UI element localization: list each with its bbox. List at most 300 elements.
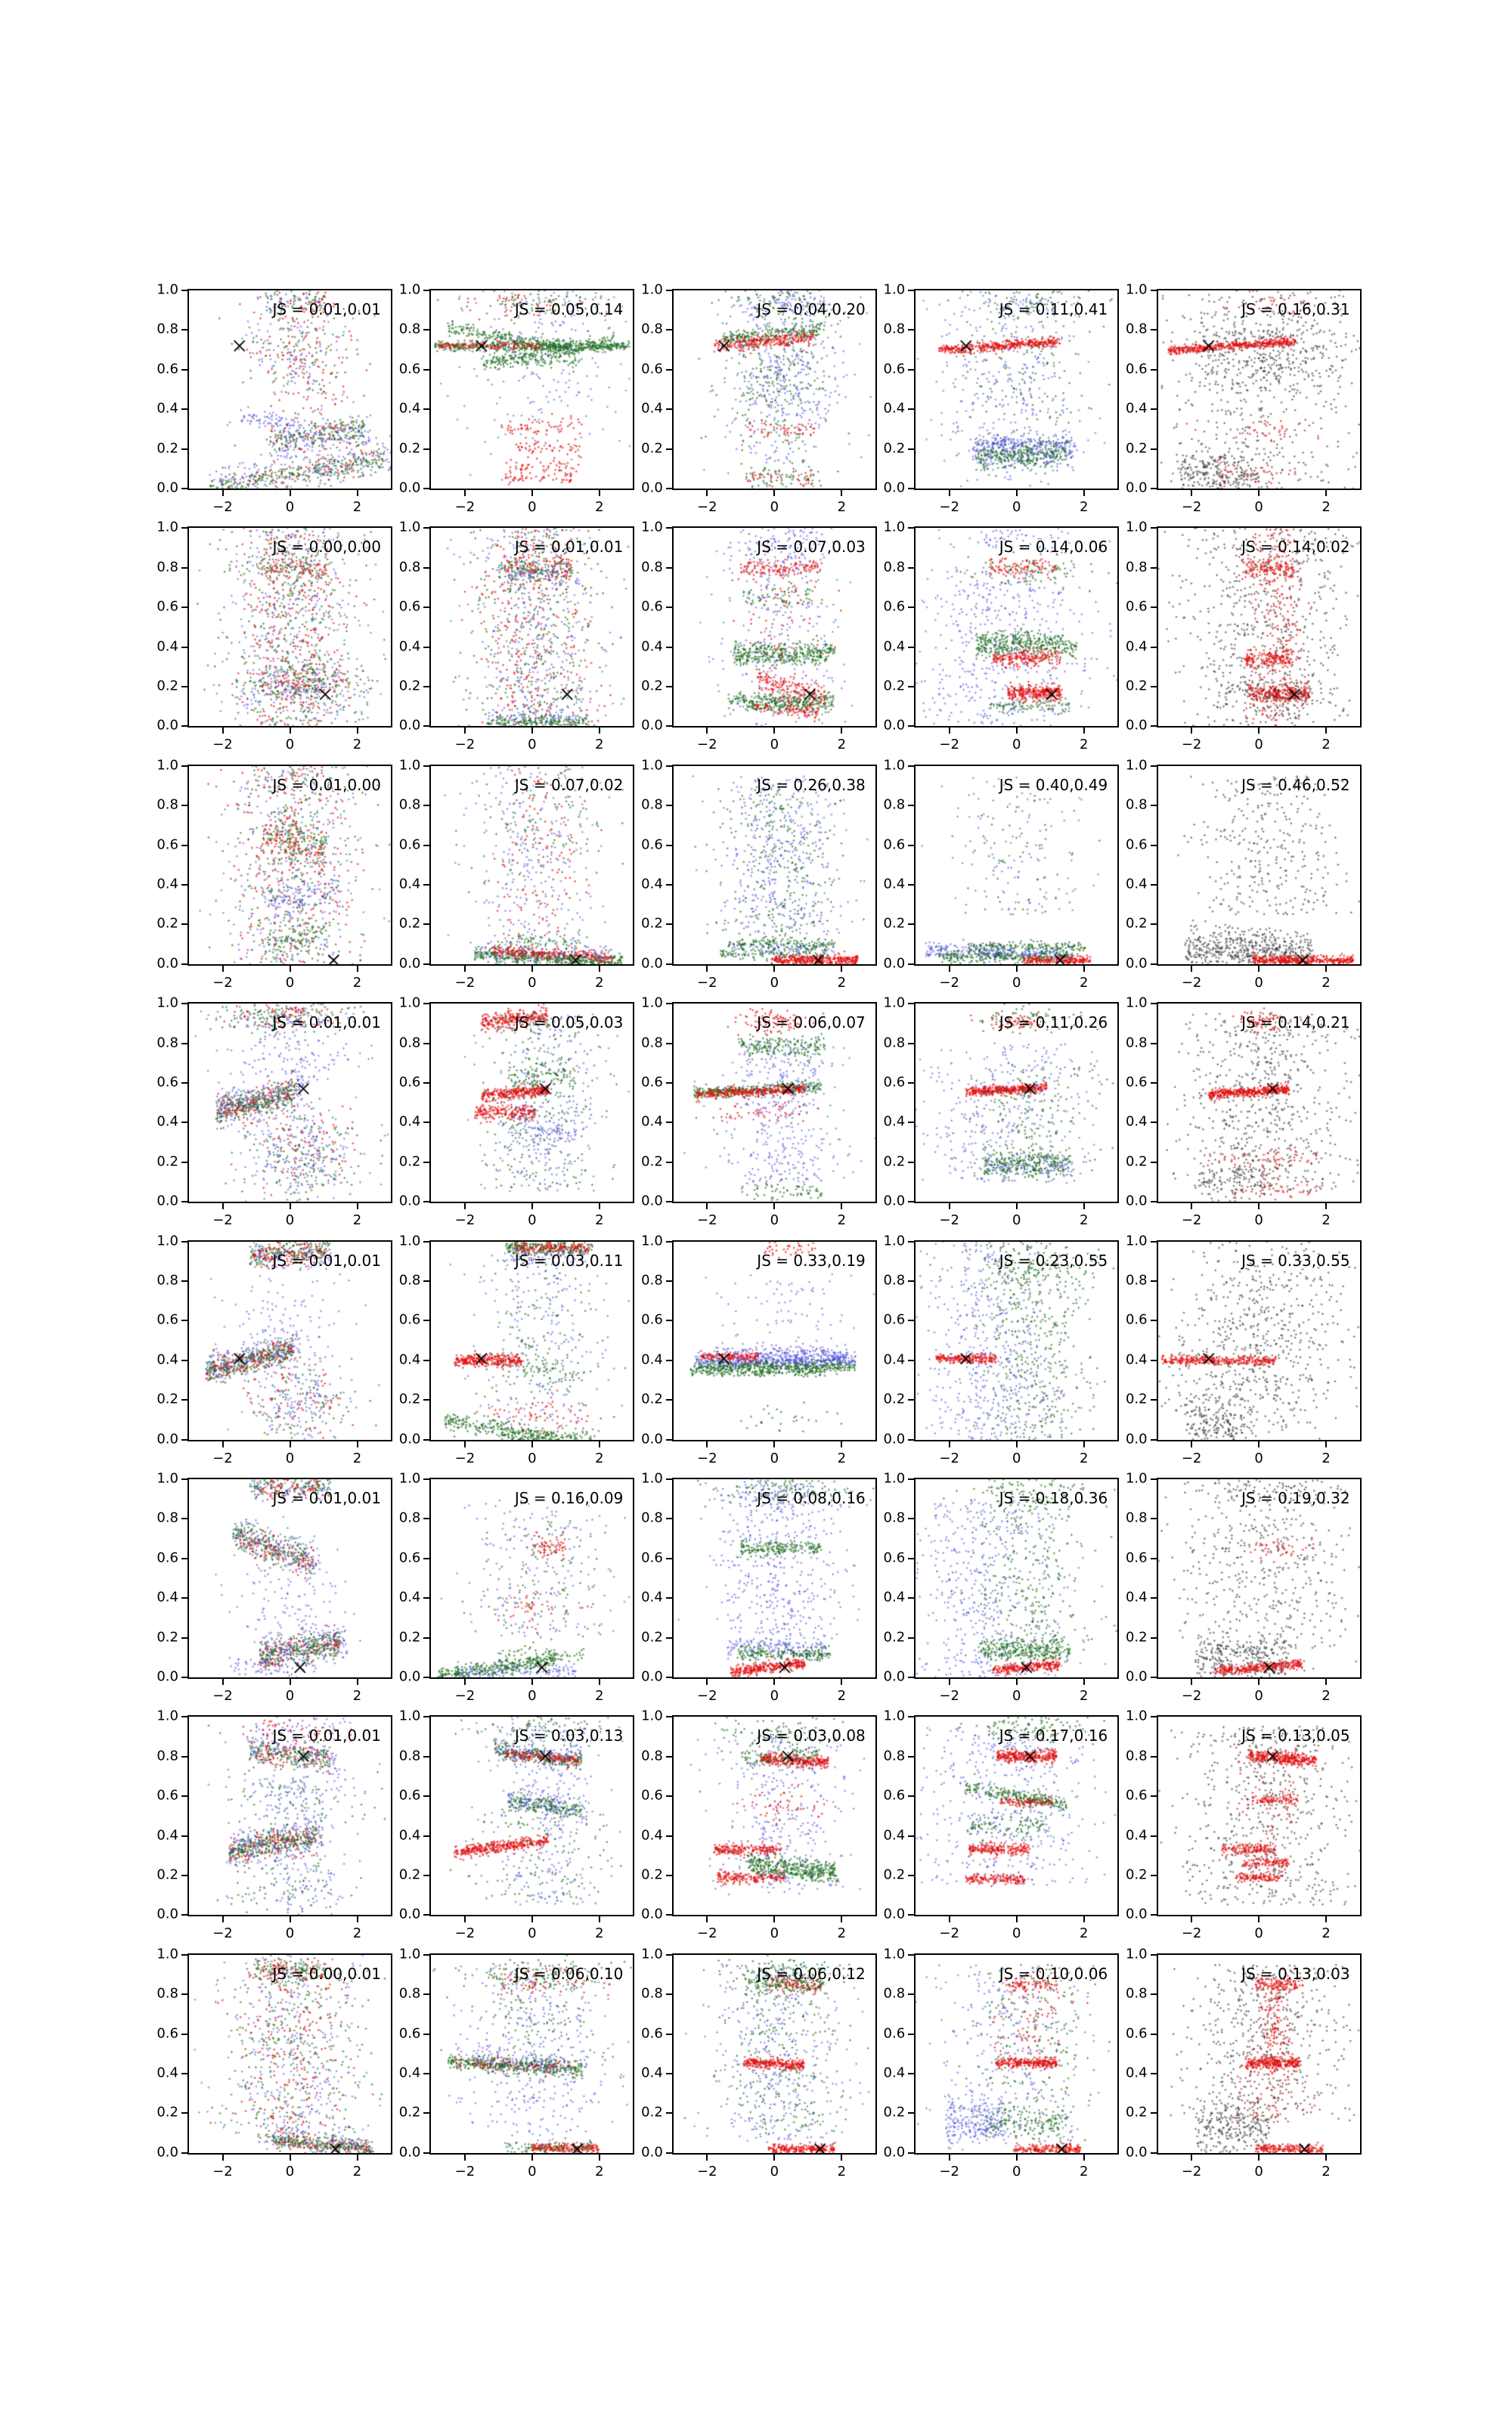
y-axis-tick [423,923,429,925]
x-tick-label: 0 [285,974,295,991]
x-tick-label: 0 [770,1212,779,1229]
x-axis-tick [773,728,775,734]
y-axis-tick [181,1043,187,1044]
x-tick-label: 0 [770,1688,779,1704]
x-axis-tick [531,490,533,496]
y-axis-tick [1151,1716,1157,1717]
y-axis-tick [423,725,429,727]
scatter-canvas [189,1955,391,2153]
x-tick-label: −2 [454,1212,476,1229]
y-axis-tick [908,1201,914,1202]
y-tick-label: 1.0 [1125,1233,1148,1249]
y-tick-label: 0.2 [641,678,663,694]
x-tick-label: −2 [939,737,959,753]
y-axis-tick [181,1082,187,1084]
y-axis-tick [181,2112,187,2114]
y-tick-label: 0.6 [883,361,906,377]
y-axis-tick [181,1756,187,1758]
y-tick-label: 0.6 [883,836,906,853]
js-divergence-label: JS = 0.19,0.32 [1241,1489,1350,1507]
x-axis-tick [949,2155,950,2161]
x-axis-tick [357,1916,358,1922]
x-axis-tick [357,1441,358,1447]
x-tick-label: 2 [1321,499,1331,515]
x-tick-label: 2 [595,974,604,991]
y-axis-tick [181,1518,187,1519]
x-tick-label: −2 [1181,1688,1202,1704]
x-axis-tick [706,490,708,496]
y-tick-label: 1.0 [1125,757,1148,774]
y-tick-label: 1.0 [883,281,906,298]
y-tick-label: 0.0 [1125,955,1148,972]
scatter-canvas [674,1242,875,1440]
y-axis-tick [1151,845,1157,846]
x-axis-tick [464,966,466,972]
x-axis-tick [290,966,291,972]
scatter-panel-r1c3 [641,281,875,515]
y-tick-label: 1.0 [398,1233,421,1249]
x-axis-tick [1016,1679,1018,1685]
x-axis-tick [1258,1203,1259,1209]
y-tick-label: 1.0 [641,519,663,535]
y-axis-tick [181,408,187,410]
y-axis-tick [666,686,672,687]
x-tick-label: 2 [1079,2163,1089,2180]
scatter-panel-r8c2 [398,1946,633,2180]
y-tick-label: 0.6 [1125,361,1148,377]
x-axis-tick [1191,1203,1192,1209]
y-axis-tick [908,1993,914,1995]
x-tick-label: 2 [352,2163,362,2180]
y-tick-label: 0.8 [398,796,421,813]
x-axis-tick [949,728,950,734]
y-tick-label: 0.6 [156,1311,178,1328]
y-tick-label: 1.0 [641,1233,663,1249]
scatter-panel-r2c3 [641,519,875,753]
x-axis-tick [841,1203,842,1209]
y-tick-label: 0.4 [1125,1351,1148,1368]
x-axis-tick [222,1441,224,1447]
y-axis-tick [423,1162,429,1163]
scatter-panel-r5c1 [156,1233,391,1466]
y-tick-label: 1.0 [883,1708,906,1724]
x-tick-label: 0 [285,737,295,753]
x-axis-tick [1325,1679,1327,1685]
x-axis-tick [531,1203,533,1209]
y-axis-tick [908,923,914,925]
y-axis-tick [181,2073,187,2074]
x-tick-label: 2 [1079,1925,1089,1942]
y-axis-tick [908,1439,914,1441]
x-axis-tick [290,1441,291,1447]
y-axis-tick [1151,1677,1157,1678]
x-tick-label: 0 [770,737,779,753]
x-tick-label: 2 [1321,974,1331,991]
x-axis-tick [1325,728,1327,734]
x-tick-label: −2 [697,2163,717,2180]
y-tick-label: 0.8 [156,1985,178,2002]
y-axis-tick [1151,1082,1157,1084]
y-axis-tick [666,725,672,727]
y-tick-label: 0.6 [1125,1787,1148,1804]
y-tick-label: 0.4 [883,1827,906,1844]
scatter-canvas [431,1242,633,1440]
y-axis-tick [181,1360,187,1361]
x-tick-label: 0 [770,974,779,991]
y-tick-label: 0.8 [156,1272,178,1289]
y-tick-label: 0.2 [156,1153,178,1170]
y-tick-label: 0.4 [641,638,663,655]
x-axis-tick [290,2155,291,2161]
scatter-panel-r2c1 [156,519,391,753]
x-axis-tick [706,728,708,734]
scatter-canvas [916,766,1117,964]
y-axis-tick [1151,1043,1157,1044]
y-axis-tick [181,1439,187,1441]
y-axis-tick [666,1795,672,1797]
y-axis-tick [666,1478,672,1480]
x-axis-tick [773,1441,775,1447]
x-axis-tick [773,1203,775,1209]
scatter-panel-r7c4 [883,1708,1117,1942]
y-tick-label: 0.2 [883,1866,906,1883]
y-tick-label: 1.0 [156,1470,178,1487]
y-axis-tick [1151,884,1157,886]
y-tick-label: 0.6 [398,361,421,377]
y-axis-tick [1151,2152,1157,2154]
x-tick-label: 2 [837,737,847,753]
x-tick-label: 0 [1012,1925,1021,1942]
scatter-canvas [189,1004,391,1202]
scatter-panel-r3c2 [398,757,633,991]
x-axis-tick [599,1679,600,1685]
y-tick-label: 0.2 [156,1629,178,1646]
y-axis-tick [181,488,187,489]
scatter-canvas [916,1479,1117,1677]
x-tick-label: 0 [1012,1450,1021,1466]
y-axis-tick [181,607,187,608]
y-tick-label: 0.0 [641,717,663,734]
y-tick-label: 0.8 [883,1985,906,2002]
x-axis-tick [1191,1441,1192,1447]
y-tick-label: 0.8 [883,559,906,576]
y-tick-label: 0.0 [883,2144,906,2161]
js-divergence-label: JS = 0.01,0.01 [272,300,381,318]
y-tick-label: 1.0 [156,281,178,298]
scatter-panel-r3c4 [883,757,1117,991]
scatter-panel-r4c4 [883,994,1117,1229]
y-tick-label: 0.4 [1125,2065,1148,2081]
y-axis-tick [908,2152,914,2154]
scatter-panel-r5c5 [1125,1233,1360,1466]
y-tick-label: 0.6 [1125,598,1148,615]
y-tick-label: 0.6 [883,1074,906,1091]
y-tick-label: 0.2 [641,2104,663,2121]
y-axis-tick [181,1399,187,1401]
x-axis-tick [706,1916,708,1922]
y-tick-label: 0.0 [156,1193,178,1209]
y-axis-tick [666,1677,672,1678]
x-tick-label: 2 [1079,499,1089,515]
y-axis-tick [908,1478,914,1480]
x-tick-label: 0 [1254,2163,1263,2180]
scatter-canvas [431,1955,633,2153]
x-axis-tick [599,490,600,496]
y-axis-tick [181,805,187,806]
y-tick-label: 0.4 [398,1351,421,1368]
scatter-canvas [916,1242,1117,1440]
y-axis-tick [908,1914,914,1916]
y-axis-tick [423,1043,429,1044]
x-axis-tick [290,1916,291,1922]
scatter-canvas [916,290,1117,489]
y-axis-tick [423,448,429,450]
y-axis-tick [181,1122,187,1123]
scatter-canvas [674,1717,875,1915]
y-axis-tick [908,1875,914,1876]
scatter-canvas [1158,766,1360,964]
x-tick-label: 0 [770,499,779,515]
y-tick-label: 0.8 [1125,1509,1148,1526]
y-axis-tick [908,2112,914,2114]
y-axis-tick [423,527,429,529]
scatter-canvas [674,766,875,964]
y-axis-tick [423,329,429,330]
x-axis-tick [464,1203,466,1209]
y-axis-tick [666,884,672,886]
y-axis-tick [181,1280,187,1282]
x-tick-label: 2 [1321,2163,1331,2180]
x-tick-label: 2 [595,1450,604,1466]
y-axis-tick [666,845,672,846]
x-axis-tick [1325,490,1327,496]
y-axis-tick [423,1835,429,1837]
x-tick-label: 0 [528,499,537,515]
y-axis-tick [1151,1954,1157,1956]
y-tick-label: 0.2 [641,1629,663,1646]
y-axis-tick [1151,607,1157,608]
y-tick-label: 0.8 [156,1509,178,1526]
y-tick-label: 0.6 [1125,1550,1148,1566]
y-tick-label: 0.0 [883,1193,906,1209]
x-axis-tick [599,2155,600,2161]
x-tick-label: −2 [212,1212,233,1229]
y-tick-label: 0.2 [156,1866,178,1883]
x-axis-tick [290,728,291,734]
y-tick-label: 0.0 [156,2144,178,2161]
y-tick-label: 0.0 [1125,1906,1148,1922]
y-tick-label: 0.8 [398,1748,421,1764]
js-divergence-label: JS = 0.16,0.31 [1241,300,1350,318]
y-tick-label: 0.8 [883,1748,906,1764]
scatter-panel-r8c3 [641,1946,875,2180]
x-tick-label: −2 [939,499,959,515]
y-tick-label: 0.0 [883,955,906,972]
y-tick-label: 0.4 [1125,1113,1148,1130]
y-tick-label: 0.8 [641,1985,663,2002]
js-divergence-label: JS = 0.01,0.01 [272,1013,381,1032]
x-axis-tick [1016,1441,1018,1447]
scatter-panel-r4c1 [156,994,391,1229]
scatter-canvas [1158,1479,1360,1677]
y-axis-tick [181,1003,187,1004]
scatter-canvas [674,1955,875,2153]
x-tick-label: 2 [837,1450,847,1466]
x-tick-label: −2 [939,1212,959,1229]
scatter-canvas [1158,1242,1360,1440]
y-axis-tick [181,1954,187,1956]
y-axis-tick [1151,488,1157,489]
y-axis-tick [1151,923,1157,925]
y-tick-label: 1.0 [156,1946,178,1962]
js-divergence-label: JS = 0.06,0.07 [757,1013,866,1032]
y-axis-tick [666,488,672,489]
y-axis-tick [423,805,429,806]
y-axis-tick [908,1241,914,1243]
y-tick-label: 0.4 [1125,1827,1148,1844]
x-tick-label: 2 [1079,1212,1089,1229]
x-axis-tick [1325,1203,1327,1209]
y-tick-label: 0.4 [398,876,421,892]
scatter-panel-r3c5 [1125,757,1360,991]
y-axis-tick [423,1558,429,1559]
x-axis-tick [949,1441,950,1447]
y-axis-tick [908,1835,914,1837]
y-tick-label: 0.4 [398,1113,421,1130]
y-tick-label: 0.4 [398,638,421,655]
y-tick-label: 0.2 [398,1629,421,1646]
y-tick-label: 1.0 [641,281,663,298]
y-axis-tick [666,1518,672,1519]
y-tick-label: 0.6 [398,2025,421,2042]
y-axis-tick [181,963,187,965]
y-tick-label: 0.8 [1125,796,1148,813]
y-tick-label: 0.0 [398,479,421,496]
x-axis-tick [1191,2155,1192,2161]
scatter-panel-r8c4 [883,1946,1117,2180]
y-axis-tick [666,805,672,806]
y-tick-label: 0.8 [883,796,906,813]
scatter-canvas [1158,528,1360,726]
x-axis-tick [1258,490,1259,496]
x-tick-label: 2 [352,499,362,515]
x-axis-tick [1083,966,1085,972]
y-tick-label: 0.2 [156,678,178,694]
y-tick-label: 0.6 [398,1550,421,1566]
y-axis-tick [423,1439,429,1441]
x-axis-tick [1258,966,1259,972]
y-tick-label: 0.6 [641,1074,663,1091]
y-tick-label: 0.4 [398,1827,421,1844]
y-axis-tick [666,1914,672,1916]
y-tick-label: 0.0 [641,1668,663,1685]
x-axis-tick [706,1203,708,1209]
y-tick-label: 0.0 [156,955,178,972]
y-tick-label: 1.0 [641,1946,663,1962]
x-axis-tick [1325,966,1327,972]
x-axis-tick [1191,966,1192,972]
scatter-panel-r3c3 [641,757,875,991]
y-axis-tick [181,290,187,291]
x-tick-label: −2 [1181,974,1202,991]
x-axis-tick [222,1679,224,1685]
x-tick-label: 0 [528,1450,537,1466]
y-tick-label: 0.8 [156,1035,178,1051]
y-axis-tick [423,1399,429,1401]
scatter-canvas [1158,1717,1360,1915]
x-tick-label: 2 [595,1925,604,1942]
js-divergence-label: JS = 0.13,0.03 [1241,1964,1350,1983]
y-axis-tick [423,290,429,291]
y-tick-label: 0.2 [398,678,421,694]
js-divergence-label: JS = 0.03,0.11 [514,1251,624,1270]
y-axis-tick [1151,1280,1157,1282]
x-axis-tick [1016,1203,1018,1209]
x-tick-label: 0 [1254,499,1263,515]
x-tick-label: −2 [454,1925,476,1942]
x-tick-label: 0 [285,499,295,515]
y-tick-label: 0.0 [1125,1431,1148,1447]
y-axis-tick [908,1122,914,1123]
y-tick-label: 0.6 [1125,836,1148,853]
y-tick-label: 0.2 [398,1391,421,1407]
js-divergence-label: JS = 0.33,0.55 [1241,1251,1350,1270]
y-axis-tick [908,765,914,767]
x-tick-label: 2 [1321,737,1331,753]
y-axis-tick [423,1201,429,1202]
y-tick-label: 0.2 [883,1629,906,1646]
js-divergence-label: JS = 0.10,0.06 [999,1964,1108,1983]
y-axis-tick [1151,647,1157,648]
y-axis-tick [423,567,429,569]
y-tick-label: 0.6 [883,2025,906,2042]
x-tick-label: 2 [595,499,604,515]
x-axis-tick [357,1679,358,1685]
y-axis-tick [423,845,429,846]
scatter-canvas [431,1479,633,1677]
x-tick-label: 2 [837,2163,847,2180]
y-axis-tick [181,567,187,569]
y-axis-tick [181,1558,187,1559]
y-tick-label: 0.6 [883,1787,906,1804]
y-axis-tick [666,1756,672,1758]
y-axis-tick [423,1122,429,1123]
x-tick-label: 2 [352,1212,362,1229]
y-axis-tick [666,2152,672,2154]
y-tick-label: 0.2 [641,1866,663,1883]
x-axis-tick [841,1441,842,1447]
y-tick-label: 0.8 [641,1035,663,1051]
y-tick-label: 0.8 [156,321,178,337]
y-tick-label: 0.0 [156,1906,178,1922]
y-tick-label: 0.4 [883,2065,906,2081]
y-tick-label: 0.8 [883,1035,906,1051]
y-tick-label: 0.8 [641,1272,663,1289]
scatter-canvas [431,528,633,726]
x-axis-tick [222,966,224,972]
y-tick-label: 0.2 [1125,2104,1148,2121]
y-tick-label: 0.0 [1125,2144,1148,2161]
y-tick-label: 0.2 [1125,1866,1148,1883]
y-axis-tick [1151,1360,1157,1361]
x-tick-label: 0 [285,1212,295,1229]
y-axis-tick [908,1756,914,1758]
y-axis-tick [1151,1478,1157,1480]
y-tick-label: 0.4 [641,2065,663,2081]
y-tick-label: 1.0 [398,1946,421,1962]
x-axis-tick [1016,2155,1018,2161]
x-axis-tick [531,1679,533,1685]
